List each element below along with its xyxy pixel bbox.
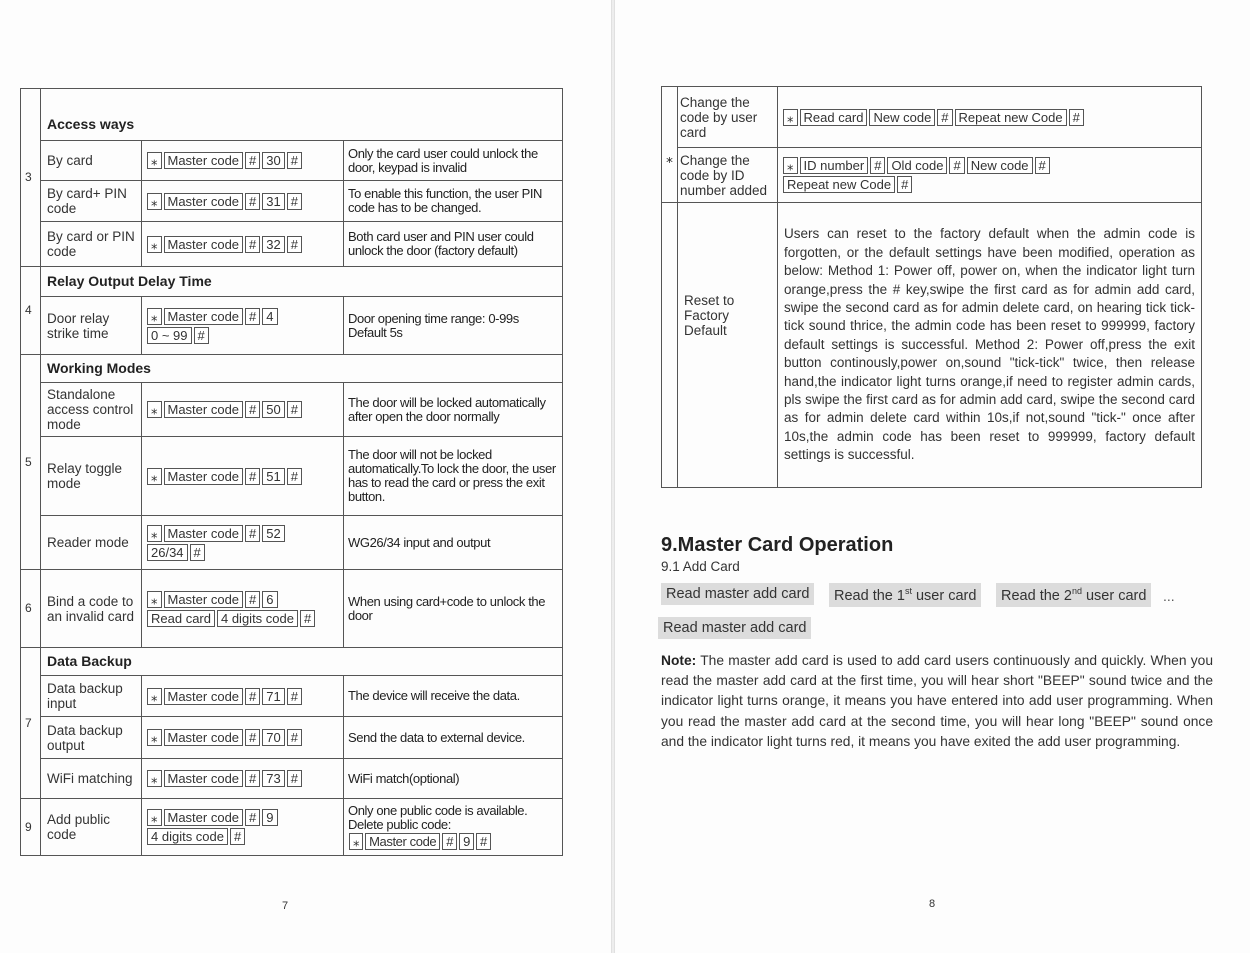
key-box: 71	[262, 688, 284, 705]
star-key: ⁎	[147, 770, 162, 787]
row-marker	[662, 203, 678, 488]
operation-line	[146, 307, 339, 326]
key-box: 6	[262, 591, 277, 608]
hash-key: #	[230, 828, 245, 845]
key-box: 4	[262, 308, 277, 325]
operation-line	[146, 235, 339, 254]
table-row	[21, 516, 563, 570]
star-key: ⁎	[783, 109, 798, 126]
star-key: ⁎	[147, 236, 162, 253]
note-text: The master add card is used to add card users continuously and quickly. When you read the master add card at the first time, you will hear short "BEEP" sound twice and the indicator light turns orange, it means you have entered into add user programming. When you read the master add card at the second time, you will hear long "BEEP" sound once and the indicator light turns red, it means you have exited the add user programming.	[661, 653, 1213, 749]
hash-key: #	[190, 544, 205, 561]
hash-key: #	[300, 610, 315, 627]
subsection-title: 9.1 Add Card	[661, 559, 740, 574]
key-box: 30	[262, 152, 284, 169]
star-key: ⁎	[147, 729, 162, 746]
page-number-right: 8	[929, 898, 936, 910]
operation-line	[146, 590, 339, 609]
star-key: ⁎	[783, 157, 798, 174]
description-text: The door will be locked automatically after open the door normally	[348, 394, 546, 424]
operation-line	[146, 192, 339, 211]
key-box: Master code	[365, 833, 440, 850]
row-name: By card	[41, 141, 142, 181]
star-key: ⁎	[147, 401, 162, 418]
row-name: Change the code by ID number added	[678, 148, 778, 203]
section-title: Relay Output Delay Time	[41, 267, 563, 297]
step-read-master-add-card-end: Read master add card	[658, 617, 811, 639]
row-description	[344, 437, 563, 516]
section-title: Access ways	[41, 89, 563, 141]
operation-line	[146, 524, 339, 543]
hash-key: #	[1035, 157, 1050, 174]
row-name: Door relay strike time	[41, 297, 142, 355]
step-read-first-user-card	[829, 583, 981, 607]
step-read-second-user-card	[996, 583, 1151, 607]
operation-line	[348, 832, 558, 851]
note-label: Note:	[661, 653, 697, 668]
description-text: Door opening time range: 0-99s Default 5s	[348, 310, 519, 340]
hash-key: #	[245, 525, 260, 542]
row-description	[344, 383, 563, 437]
section-header-row	[21, 648, 563, 676]
hash-key: #	[245, 193, 260, 210]
operation-line	[146, 728, 339, 747]
row-marker: ⁎	[662, 87, 678, 203]
key-box: 9	[262, 809, 277, 826]
description-text: Only one public code is available. Delete public code:	[348, 802, 528, 832]
hash-key: #	[937, 109, 952, 126]
row-description	[344, 676, 563, 717]
hash-key: #	[245, 688, 260, 705]
star-key: ⁎	[147, 525, 162, 542]
hash-key: #	[287, 770, 302, 787]
hash-key: #	[287, 401, 302, 418]
hash-key: #	[287, 468, 302, 485]
key-box: Master code	[164, 468, 244, 485]
hash-key: #	[476, 833, 491, 850]
table-row	[662, 87, 1202, 148]
row-operation	[142, 141, 344, 181]
description-text: WG26/34 input and output	[348, 534, 491, 550]
hash-key: #	[1069, 109, 1084, 126]
row-name: By card+ PIN code	[41, 181, 142, 222]
key-box: New code	[967, 157, 1033, 174]
key-box: Master code	[164, 193, 244, 210]
hash-key: #	[245, 729, 260, 746]
hash-key: #	[245, 308, 260, 325]
hash-key: #	[245, 770, 260, 787]
hash-key: #	[245, 809, 260, 826]
table-row	[21, 181, 563, 222]
row-name: Standalone access control mode	[41, 383, 142, 437]
row-operation	[142, 437, 344, 516]
description-text: WiFi match(optional)	[348, 770, 460, 786]
key-box: 9	[459, 833, 474, 850]
description-text: Both card user and PIN user could unlock the door (factory default)	[348, 229, 534, 258]
table-row	[21, 383, 563, 437]
table-row	[21, 799, 563, 856]
star-key: ⁎	[147, 193, 162, 210]
hash-key: #	[194, 327, 209, 344]
row-name: By card or PIN code	[41, 222, 142, 267]
row-operation	[142, 297, 344, 355]
row-name: WiFi matching	[41, 759, 142, 799]
operation-line	[146, 543, 339, 562]
description-text: Send the data to external device.	[348, 729, 525, 745]
key-box: 73	[262, 770, 284, 787]
operation-line	[146, 151, 339, 170]
row-description	[344, 799, 563, 856]
row-description	[344, 516, 563, 570]
step-ellipsis: ...	[1163, 588, 1175, 604]
note-paragraph	[661, 651, 1213, 752]
star-key: ⁎	[147, 809, 162, 826]
hash-key: #	[870, 157, 885, 174]
key-box: 50	[262, 401, 284, 418]
star-key: ⁎	[147, 468, 162, 485]
operation-line	[782, 156, 1197, 175]
hash-key: #	[287, 236, 302, 253]
row-name: Reader mode	[41, 516, 142, 570]
row-name: Relay toggle mode	[41, 437, 142, 516]
description-text: The door will not be locked automatically.To lock the door, the user has to read the card or press the exit button.	[348, 447, 556, 504]
row-operation	[778, 87, 1202, 148]
section-title: Data Backup	[41, 648, 563, 676]
star-key: ⁎	[147, 152, 162, 169]
key-box: Old code	[887, 157, 947, 174]
key-box: 32	[262, 236, 284, 253]
row-description	[344, 759, 563, 799]
hash-key: #	[442, 833, 457, 850]
description-text: When using card+code to unlock the door	[348, 593, 546, 623]
settings-table-right	[661, 86, 1202, 488]
row-operation	[142, 222, 344, 267]
table-row	[21, 717, 563, 759]
table-row	[21, 759, 563, 799]
row-description	[344, 181, 563, 222]
row-description	[344, 717, 563, 759]
star-key: ⁎	[349, 833, 363, 850]
row-name: Data backup output	[41, 717, 142, 759]
key-box: 0 ~ 99	[147, 327, 192, 344]
key-box: Master code	[164, 688, 244, 705]
operation-line	[146, 326, 339, 345]
step-text: Read the 1	[834, 587, 905, 604]
description-text: The device will receive the data.	[348, 688, 520, 703]
section-title: 9.Master Card Operation	[661, 534, 894, 556]
row-operation	[142, 570, 344, 648]
key-box: 4 digits code	[217, 610, 298, 627]
row-description: Users can reset to the factory default when the admin code is forgotten, or the default settings have been modified, operation as below: Method 1: Power off, power on, when the indicator light turn orange,press the # key,swipe the first card as for admin add card, swipe the second card as for admin delete card, on hearing tick tick-tick sound thrice, the admin code has been reset to 999999, factory default settings is successful. Method 2: Power off,press the exit button continously,power on,sound "tick-tick" twice, then release hand,the indicator light turns orange,if need to register admin cards, pls swipe the first card as for admin add card, swipe the second card as for admin delete card within 10s,if not,sound "tick-" once after 10s,the admin code has been reset to 999999, factory default settings is successful.	[778, 203, 1202, 488]
key-box: Repeat new Code	[783, 176, 895, 193]
hash-key: #	[245, 152, 260, 169]
row-description	[344, 222, 563, 267]
operation-line	[146, 467, 339, 486]
page-number-left: 7	[282, 900, 289, 912]
section-header-row	[21, 89, 563, 141]
row-description	[344, 141, 563, 181]
row-name: Add public code	[41, 799, 142, 856]
row-operation	[142, 181, 344, 222]
hash-key: #	[287, 152, 302, 169]
key-box: Master code	[164, 525, 244, 542]
hash-key: #	[949, 157, 964, 174]
row-operation	[142, 676, 344, 717]
operation-line	[146, 827, 339, 846]
key-box: 70	[262, 729, 284, 746]
key-box: 4 digits code	[147, 828, 228, 845]
hash-key: #	[245, 591, 260, 608]
row-operation	[142, 799, 344, 856]
row-operation	[142, 717, 344, 759]
row-operation	[778, 148, 1202, 203]
key-box: Master code	[164, 729, 244, 746]
key-box: ID number	[800, 157, 869, 174]
step-text: Read the 2	[1001, 587, 1072, 604]
key-box: Master code	[164, 152, 244, 169]
table-row	[21, 570, 563, 648]
step-read-master-add-card: Read master add card	[661, 583, 814, 605]
section-title: Working Modes	[41, 355, 563, 383]
table-row	[21, 141, 563, 181]
operation-line	[146, 400, 339, 419]
star-key: ⁎	[147, 308, 162, 325]
key-box: Master code	[164, 591, 244, 608]
settings-table-left	[20, 88, 563, 856]
row-name: Change the code by user card	[678, 87, 778, 148]
section-number: 9	[21, 799, 41, 856]
row-operation	[142, 759, 344, 799]
hash-key: #	[245, 236, 260, 253]
row-description	[344, 297, 563, 355]
table-row	[21, 676, 563, 717]
hash-key: #	[897, 176, 912, 193]
hash-key: #	[245, 468, 260, 485]
hash-key: #	[245, 401, 260, 418]
section-header-row	[21, 355, 563, 383]
operation-line	[146, 687, 339, 706]
key-box: Repeat new Code	[955, 109, 1067, 126]
key-box: 52	[262, 525, 284, 542]
key-box: Master code	[164, 236, 244, 253]
section-number: 4	[21, 267, 41, 355]
hash-key: #	[287, 729, 302, 746]
row-name: Reset to Factory Default	[678, 203, 778, 488]
row-name: Bind a code to an invalid card	[41, 570, 142, 648]
key-box: Master code	[164, 308, 244, 325]
section-number: 6	[21, 570, 41, 648]
key-box: Master code	[164, 809, 244, 826]
row-description	[344, 570, 563, 648]
section-number: 5	[21, 355, 41, 570]
star-key: ⁎	[147, 591, 162, 608]
operation-line	[146, 808, 339, 827]
table-row	[662, 203, 1202, 488]
key-box: Read card	[800, 109, 868, 126]
key-box: Master code	[164, 401, 244, 418]
operation-line	[782, 108, 1197, 127]
step-text: user card	[1081, 587, 1147, 604]
key-box: 26/34	[147, 544, 188, 561]
step-ordinal: st	[904, 586, 912, 596]
description-text: Only the card user could unlock the door, keypad is invalid	[348, 145, 538, 175]
step-ordinal: nd	[1071, 586, 1082, 596]
row-name: Data backup input	[41, 676, 142, 717]
table-row	[21, 297, 563, 355]
row-operation	[142, 516, 344, 570]
key-box: 31	[262, 193, 284, 210]
table-row	[662, 148, 1202, 203]
key-box: Read card	[147, 610, 215, 627]
key-box: Master code	[164, 770, 244, 787]
section-header-row	[21, 267, 563, 297]
step-text: user card	[911, 587, 977, 604]
row-operation	[142, 383, 344, 437]
star-key: ⁎	[147, 688, 162, 705]
operation-line	[782, 175, 1197, 194]
section-number: 3	[21, 89, 41, 267]
hash-key: #	[287, 688, 302, 705]
key-box: New code	[869, 109, 935, 126]
table-row	[21, 222, 563, 267]
page-gutter	[611, 0, 615, 953]
section-number: 7	[21, 648, 41, 799]
operation-line	[146, 609, 339, 628]
key-box: 51	[262, 468, 284, 485]
description-text: To enable this function, the user PIN code has to be changed.	[348, 186, 543, 215]
description-operation	[348, 832, 558, 851]
operation-line	[146, 769, 339, 788]
table-row	[21, 437, 563, 516]
hash-key: #	[287, 193, 302, 210]
